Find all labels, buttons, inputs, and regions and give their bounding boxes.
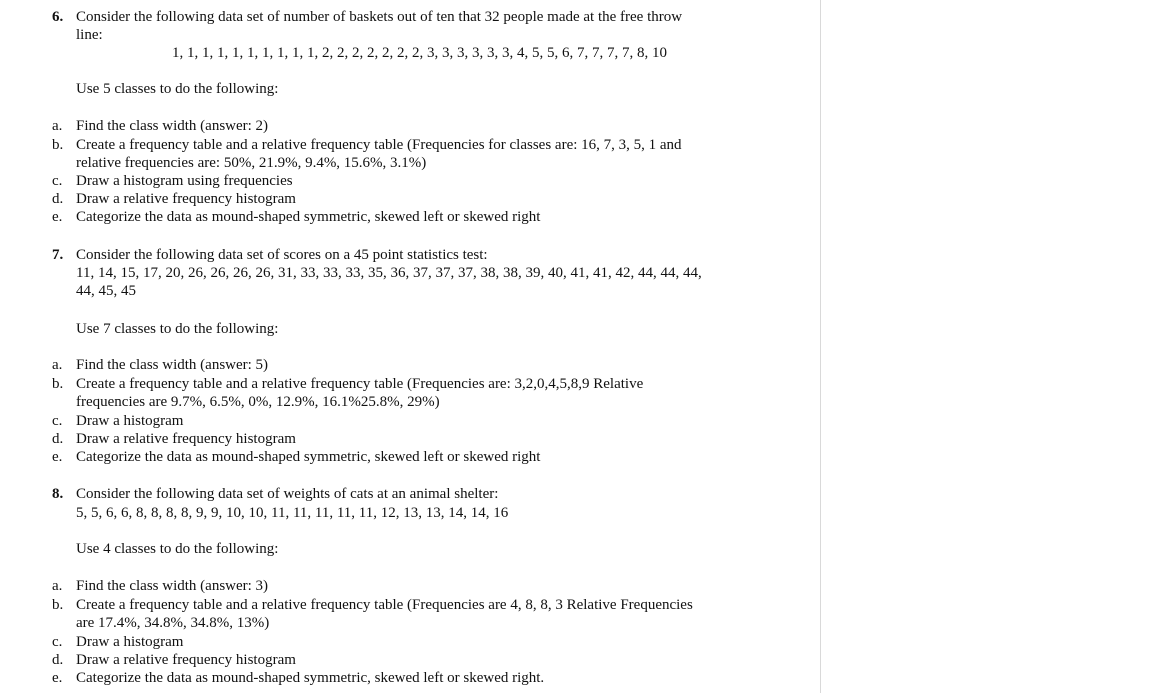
item-text: Create a frequency table and a relative frequency table (Frequencies for classes are: 16, 7, 3, 5, 1 and	[76, 137, 682, 153]
data-set: 11, 14, 15, 17, 20, 26, 26, 26, 26, 31, 33, 33, 33, 35, 36, 37, 37, 37, 38, 38, 39, 40, 41, 41, 42, 44, 44, 44,	[76, 265, 702, 281]
item-text: Find the class width (answer: 3)	[76, 578, 269, 594]
item-letter: a.	[52, 118, 63, 134]
item-text: Draw a histogram	[76, 413, 184, 429]
item-letter: b.	[52, 137, 64, 153]
instruction: Use 5 classes to do the following:	[76, 81, 279, 97]
item-text: Create a frequency table and a relative frequency table (Frequencies are 4, 8, 8, 3 Relative Frequencies	[76, 597, 693, 613]
problem-intro: Consider the following data set of weights of cats at an animal shelter:	[76, 486, 499, 502]
problem-intro: Consider the following data set of scores on a 45 point statistics test:	[76, 247, 488, 263]
problem-intro: Consider the following data set of number of baskets out of ten that 32 people made at the free throw	[76, 9, 683, 25]
item-text: Categorize the data as mound-shaped symmetric, skewed left or skewed right.	[76, 670, 545, 686]
item-text: Find the class width (answer: 5)	[76, 357, 269, 373]
item-text: relative frequencies are: 50%, 21.9%, 9.4%, 15.6%, 3.1%)	[76, 155, 427, 171]
item-text: Draw a relative frequency histogram	[76, 431, 296, 447]
data-set: 5, 5, 6, 6, 8, 8, 8, 8, 9, 9, 10, 10, 11, 11, 11, 11, 11, 12, 13, 13, 14, 14, 16	[76, 505, 509, 521]
item-text: frequencies are 9.7%, 6.5%, 0%, 12.9%, 16.1%25.8%, 29%)	[76, 394, 440, 410]
item-text: Draw a histogram	[76, 634, 184, 650]
item-letter: e.	[52, 209, 63, 225]
item-text: Draw a relative frequency histogram	[76, 191, 296, 207]
item-letter: a.	[52, 578, 63, 594]
item-text: Find the class width (answer: 2)	[76, 118, 269, 134]
item-text: Draw a relative frequency histogram	[76, 652, 296, 668]
data-set: 44, 45, 45	[76, 283, 136, 299]
problem-intro: line:	[76, 27, 103, 43]
instruction: Use 4 classes to do the following:	[76, 541, 279, 557]
item-letter: d.	[52, 652, 64, 668]
problem-number: 8.	[52, 486, 64, 502]
item-text: are 17.4%, 34.8%, 34.8%, 13%)	[76, 615, 270, 631]
instruction: Use 7 classes to do the following:	[76, 321, 279, 337]
item-letter: c.	[52, 634, 63, 650]
item-letter: e.	[52, 670, 63, 686]
item-letter: b.	[52, 597, 64, 613]
item-text: Categorize the data as mound-shaped symmetric, skewed left or skewed right	[76, 449, 541, 465]
item-letter: c.	[52, 413, 63, 429]
item-text: Draw a histogram using frequencies	[76, 173, 293, 189]
page-edge	[820, 0, 821, 693]
item-letter: e.	[52, 449, 63, 465]
problem-number: 7.	[52, 247, 64, 263]
item-text: Categorize the data as mound-shaped symmetric, skewed left or skewed right	[76, 209, 541, 225]
item-letter: d.	[52, 431, 64, 447]
item-letter: b.	[52, 376, 64, 392]
item-text: Create a frequency table and a relative frequency table (Frequencies are: 3,2,0,4,5,8,9 Relative	[76, 376, 644, 392]
problem-number: 6.	[52, 9, 64, 25]
item-letter: c.	[52, 173, 63, 189]
item-letter: a.	[52, 357, 63, 373]
item-letter: d.	[52, 191, 64, 207]
data-set: 1, 1, 1, 1, 1, 1, 1, 1, 1, 1, 2, 2, 2, 2, 2, 2, 2, 3, 3, 3, 3, 3, 3, 4, 5, 5, 6, 7, 7, 7, 7, 8, 10	[172, 45, 667, 61]
